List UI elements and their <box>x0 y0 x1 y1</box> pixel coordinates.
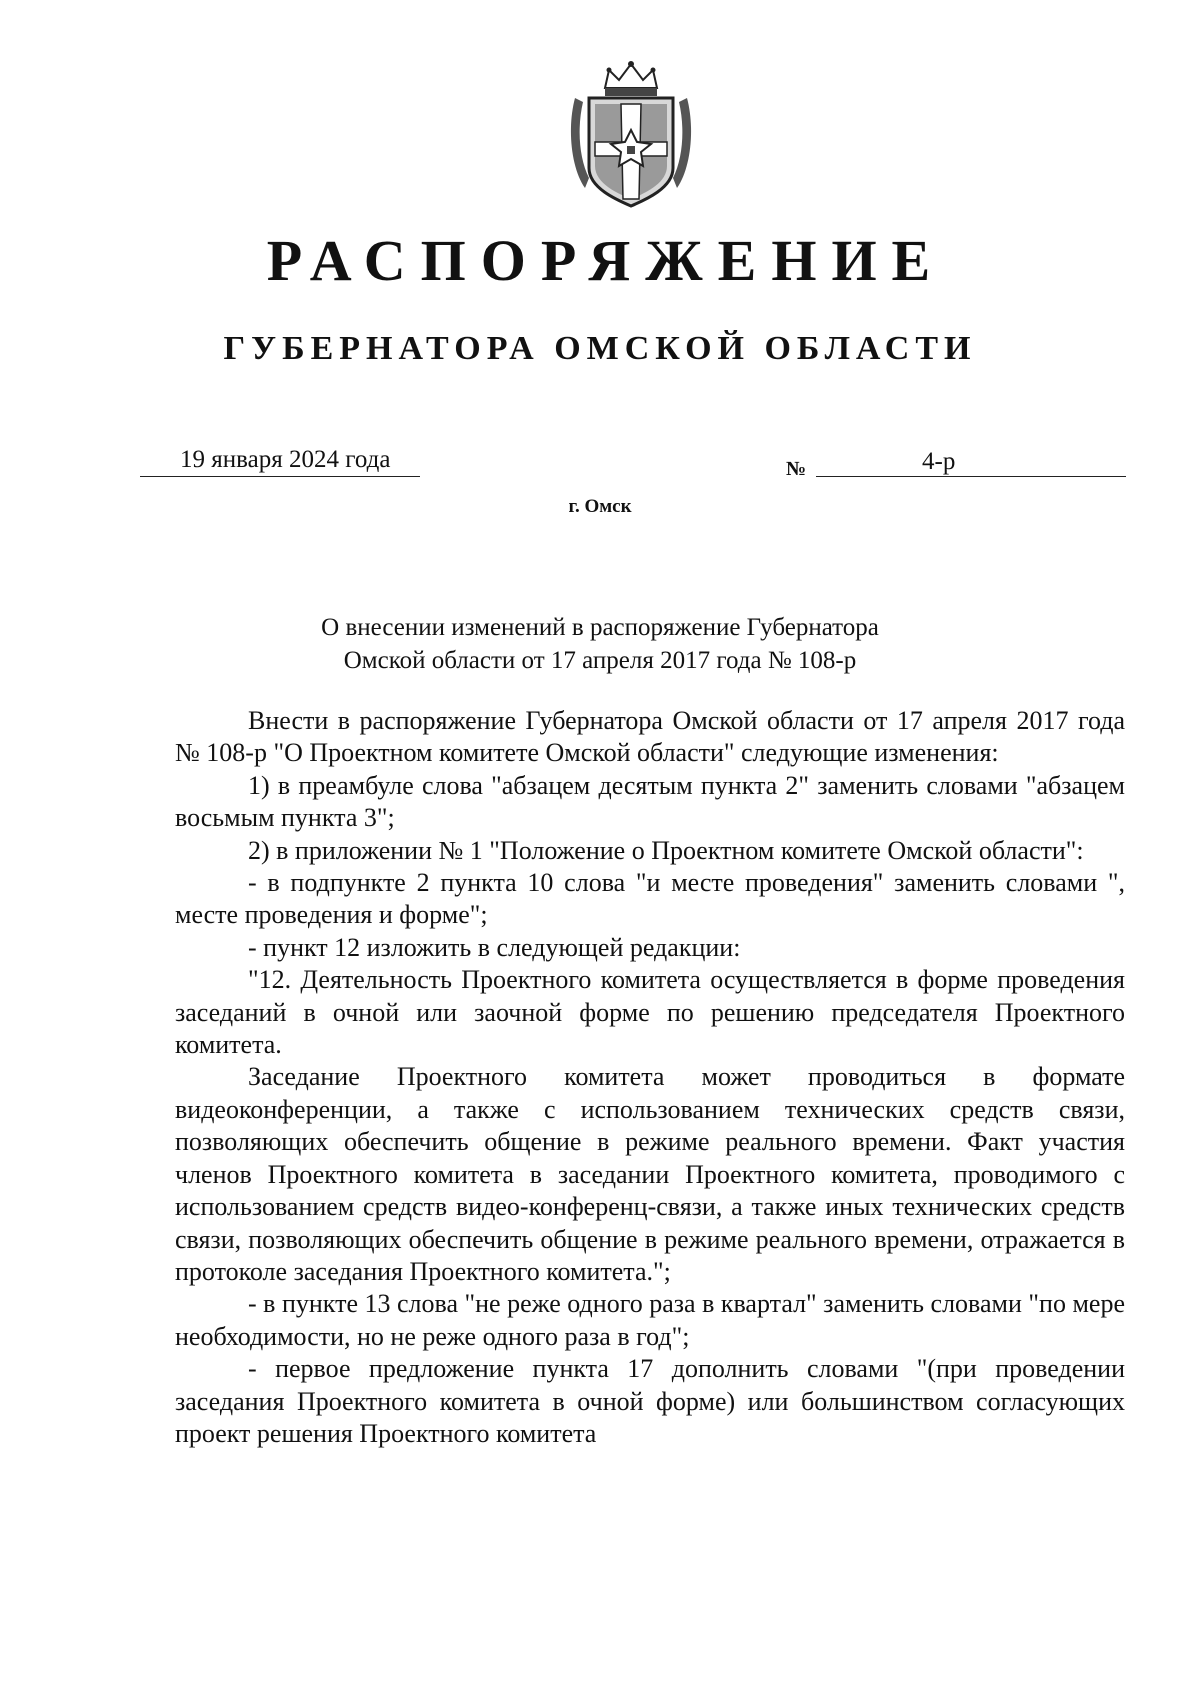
body-paragraph: "12. Деятельность Проектного комитета осуществляется в форме проведения заседаний в очной или заочной форме по решению председателя Проектного комитета. <box>175 965 1125 1060</box>
document-date: 19 января 2024 года <box>140 447 420 477</box>
document-city: г. Омск <box>568 496 632 517</box>
document-subject-line-1: О внесении изменений в распоряжение Губернатора <box>321 614 879 641</box>
body-paragraph: - в пункте 13 слова "не реже одного раза в квартал" заменить словами "по мере необходимости, но не реже одного раза в год"; <box>175 1289 1125 1351</box>
body-paragraph: - в подпункте 2 пункта 10 слова "и месте проведения" заменить словами ", месте проведения и форме"; <box>175 868 1125 930</box>
document-type-heading: РАСПОРЯЖЕНИЕ <box>266 228 946 293</box>
number-label: № <box>786 458 807 480</box>
body-paragraph: - пункт 12 изложить в следующей редакции: <box>248 932 741 962</box>
document-subject-line-2: Омской области от 17 апреля 2017 года № 108-р <box>343 647 857 674</box>
body-paragraph: 2) в приложении № 1 "Положение о Проектном комитете Омской области": <box>248 835 1084 865</box>
body-paragraph: Внести в распоряжение Губернатора Омской области от 17 апреля 2017 года № 108-р "О Проектном комитете Омской области" следующие изменения: <box>175 706 1125 768</box>
issuer-heading: ГУБЕРНАТОРА ОМСКОЙ ОБЛАСТИ <box>223 330 977 367</box>
document-body <box>175 705 1125 1450</box>
body-paragraph: - первое предложение пункта 17 дополнить словами "(при проведении заседания Проектного комитета в очной форме) или большинством согласующих проект решения Проектного комитета <box>175 1354 1125 1448</box>
body-paragraph: 1) в преамбуле слова "абзацем десятым пункта 2" заменить словами "абзацем восьмым пункта 3"; <box>175 770 1125 833</box>
coat-of-arms-emblem <box>565 58 697 208</box>
body-paragraph: Заседание Проектного комитета может проводиться в формате видеоконференции, а также с использованием технических средств связи, позволяющих обеспечить общение в режиме реального времени. Факт участия членов Проектного комитета в заседании Проектного комитета, проводимого с использованием средств видео-конференц-связи, а также иных технических средств связи, позволяющих обеспечить общение в режиме реального времени, отражается в протоколе заседания Проектного комитета."; <box>175 1062 1125 1286</box>
document-number: 4-р <box>816 447 1126 477</box>
document-subject <box>0 611 1200 677</box>
